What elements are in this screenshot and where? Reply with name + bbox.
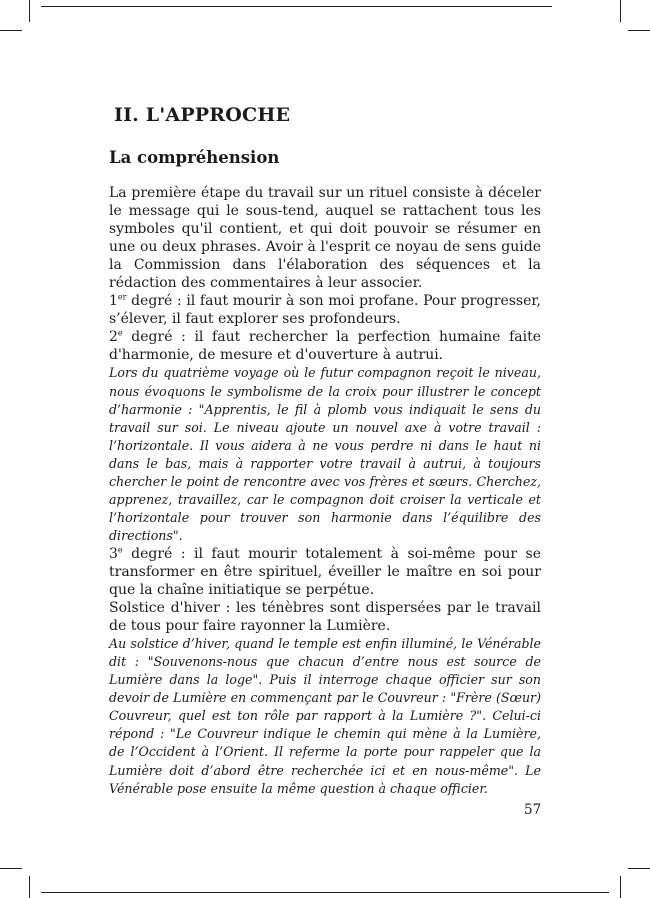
degree-2-superscript: e xyxy=(117,328,123,338)
crop-mark-top-right-vertical xyxy=(620,0,621,22)
degree-3-text: degré : il faut mourir totalement à soi-même pour se transformer en être spirituel, éveiller le maître en soi pour que la chaîne initiatique se perpétue. xyxy=(109,545,541,599)
crop-mark-top-right-horizontal xyxy=(628,30,650,31)
quote-fourth-voyage: Lors du quatrième voyage où le futur compagnon reçoit le niveau, nous évoquons le symbolisme de la croix pour illustrer le concept d’harmonie : "Apprentis, le fil à plomb vous indiquait le sens du travail sur soi. Le niveau ajoute un nouvel axe à votre travail : l’horizontale. Il vous aidera à ne vous perdre ni dans le haut ni dans le bas, mais à rapporter votre travail à autrui, à toujours chercher le point de rencontre avec vos frères et sœurs. Cherchez, apprenez, travaillez, car le compagnon doit croiser la verticale et l’horizontale pour trouver son harmonie dans l’équilibre des directions". xyxy=(109,365,541,543)
quote-winter-solstice: Au solstice d’hiver, quand le temple est enfin illuminé, le Vénérable dit : "Souvenons-nous que chacun d’entre nous est source de Lumière dans la loge". Puis il interroge chaque officier sur son devoir de Lumière en commençant par le Couvreur : "Frère (Sœur) Couvreur, quel est ton rôle par rapport à la Lumière ?". Celui-ci répond : "Le Couvreur indique le chemin qui mène à la Lumière, de l’Occident à l’Orient. Il referme la porte pour rappeler que la Lumière doit d’abord être recherchée ici et en nous-même". Le Vénérable pose ensuite la même question à chaque officier. xyxy=(109,636,541,796)
degree-3-number: 3 xyxy=(109,545,118,562)
crop-mark-top-line xyxy=(41,6,552,7)
body-text xyxy=(109,184,541,798)
degree-1-text: degré : il faut mourir à son moi profane. Pour progresser, s’élever, il faut explorer ses profondeurs. xyxy=(109,293,541,328)
page-number: 57 xyxy=(524,802,542,818)
crop-mark-bottom-line xyxy=(41,892,609,893)
crop-mark-top-left-horizontal xyxy=(0,30,22,31)
crop-mark-top-left-vertical xyxy=(29,0,30,22)
degree-1-number: 1 xyxy=(109,293,118,310)
crop-mark-bottom-right-horizontal xyxy=(628,868,650,869)
section-title: La compréhension xyxy=(109,148,280,167)
degree-1-paragraph xyxy=(109,292,541,328)
crop-mark-bottom-left-vertical xyxy=(29,876,30,898)
solstice-paragraph: Solstice d'hiver : les ténèbres sont dispersées par le travail de tous pour faire rayonner la Lumière. xyxy=(109,600,541,635)
intro-paragraph: La première étape du travail sur un rituel consiste à déceler le message qui le sous-tend, auquel se rattachent tous les symboles qu'il contient, et qui doit pouvoir se résumer en une ou deux phrases. Avoir à l'esprit ce noyau de sens guide la Commission dans l'élaboration des séquences et la rédaction des commentaires à leur associer. xyxy=(109,185,541,292)
degree-1-superscript: er xyxy=(117,292,127,302)
degree-3-superscript: e xyxy=(117,545,123,555)
crop-mark-bottom-right-vertical xyxy=(620,876,621,898)
degree-3-paragraph xyxy=(109,545,541,599)
crop-mark-bottom-left-horizontal xyxy=(0,868,22,869)
degree-2-text: degré : il faut rechercher la perfection humaine faite d'harmonie, de mesure et d'ouverture à autrui. xyxy=(109,329,541,364)
page-title: II. L'APPROCHE xyxy=(114,104,291,126)
degree-2-paragraph xyxy=(109,328,541,364)
degree-2-number: 2 xyxy=(109,329,118,346)
